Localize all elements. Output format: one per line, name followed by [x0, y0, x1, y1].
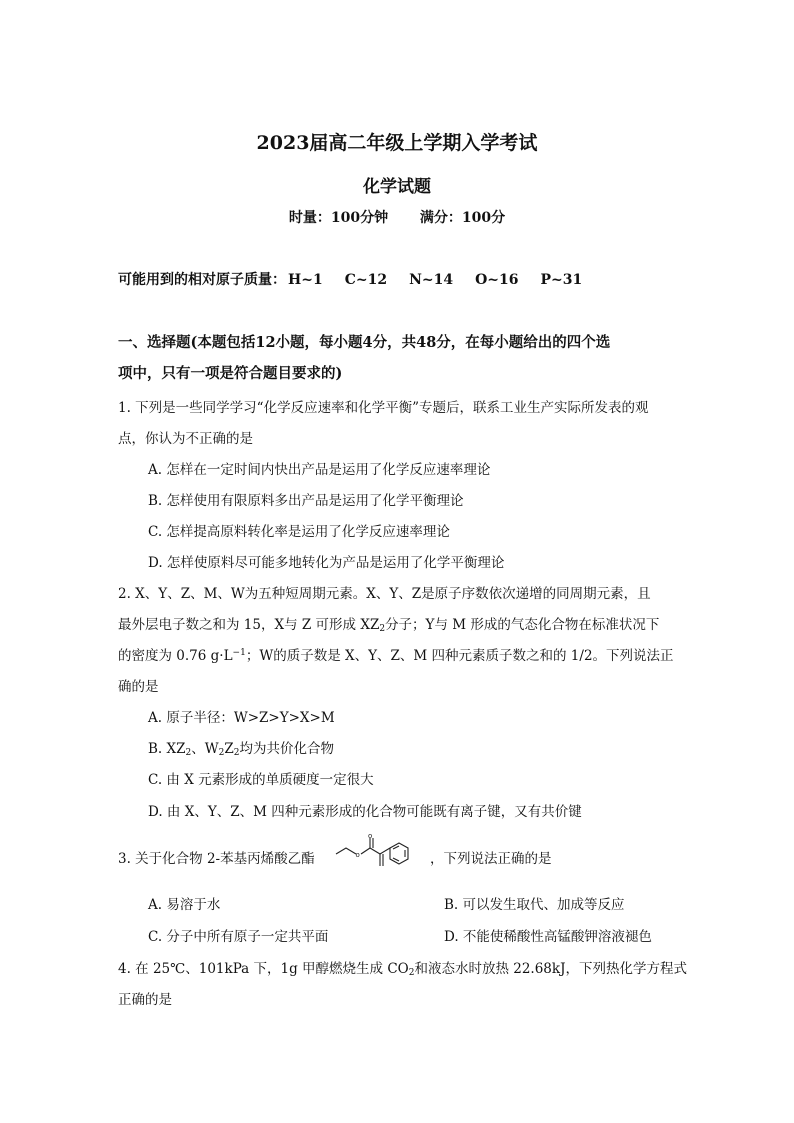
q1-option-d: D. 怎样使原料尽可能多地转化为产品是运用了化学平衡理论 [148, 555, 505, 571]
q4-stem-2: 正确的是 [118, 992, 172, 1008]
q2-stem-4: 确的是 [118, 679, 159, 695]
atomic-masses-label: 可能用到的相对原子质量： [118, 272, 286, 288]
q3-stem-a: 3. 关于化合物 2-苯基丙烯酸乙酯 [118, 851, 315, 867]
q3-option-c: C. 分子中所有原子一定共平面 [148, 929, 329, 945]
q3-option-b: B. 可以发生取代、加成等反应 [444, 897, 625, 913]
section1-heading-1: 一、选择题(本题包括12小题，每小题4分，共48分，在每小题给出的四个选 [118, 334, 611, 351]
q3-stem-b: ，下列说法正确的是 [430, 851, 552, 867]
section1-heading-2: 项中，只有一项是符合题目要求的) [118, 365, 343, 382]
q1-stem-2: 点，你认为不正确的是 [118, 431, 253, 447]
exam-title: 2023届高二年级上学期入学考试 [256, 132, 538, 154]
q2-stem-3: 的密度为 0.76 $g\cdot L^{-1}$；W的质子数是 X、Y、Z、M 四种元素质子数之和的 1/2。下列说法正 [118, 648, 674, 664]
q1-stem-1: 1. 下列是一些同学学习“化学反应速率和化学平衡”专题后，联系工业生产实际所发表的观 [118, 400, 649, 416]
q1-option-b: B. 怎样使用有限原料多出产品是运用了化学平衡理论 [148, 493, 464, 509]
mass-p: P~31 [540, 272, 583, 288]
ethyl-2-phenylacrylate-structure [330, 832, 430, 880]
q2-option-d: D. 由 X、Y、Z、M 四种元素形成的化合物可能既有离子键，又有共价键 [148, 804, 582, 820]
q3-option-d: D. 不能使稀酸性高锰酸钾溶液褪色 [444, 929, 652, 945]
mass-n: N~14 [409, 272, 454, 288]
mass-h: H~1 [288, 272, 323, 288]
subject-title: 化学试题 [363, 177, 431, 197]
atomic-masses [118, 269, 604, 289]
mass-c: C~12 [344, 272, 388, 288]
time-label: 时量：100分钟 [288, 210, 389, 226]
q2-stem-2: 最外层电子数之和为 15，X与 Z 可形成 $XZ_2$分子；Y与 M 形成的气态化合物在标准状况下 [118, 617, 660, 634]
mass-o: O~16 [475, 272, 519, 288]
q2-option-b: B. $XZ_2$、$W_2Z_2$均为共价化合物 [148, 741, 334, 758]
exam-meta [0, 207, 794, 227]
q1-option-a: A. 怎样在一定时间内快出产品是运用了化学反应速率理论 [148, 462, 491, 478]
q2-stem-1: 2. X、Y、Z、M、W为五种短周期元素。X、Y、Z是原子序数依次递增的同周期元素，且 [118, 586, 651, 602]
q2-option-c: C. 由 X 元素形成的单质硬度一定很大 [148, 772, 374, 788]
q4-stem-1: 4. 在 25℃、101kPa 下，1g 甲醇燃烧生成 $CO_2$和液态水时放热 22.68kJ，下列热化学方程式 [118, 961, 687, 978]
q3-option-a: A. 易溶于水 [148, 897, 221, 913]
q2-option-a: A. 原子半径：W>Z>Y>X>M [148, 710, 335, 726]
score-label: 满分：100分 [419, 210, 506, 226]
svg-text:o: o [355, 851, 360, 859]
svg-text:o: o [368, 832, 373, 840]
q1-option-c: C. 怎样提高原料转化率是运用了化学反应速率理论 [148, 524, 450, 540]
